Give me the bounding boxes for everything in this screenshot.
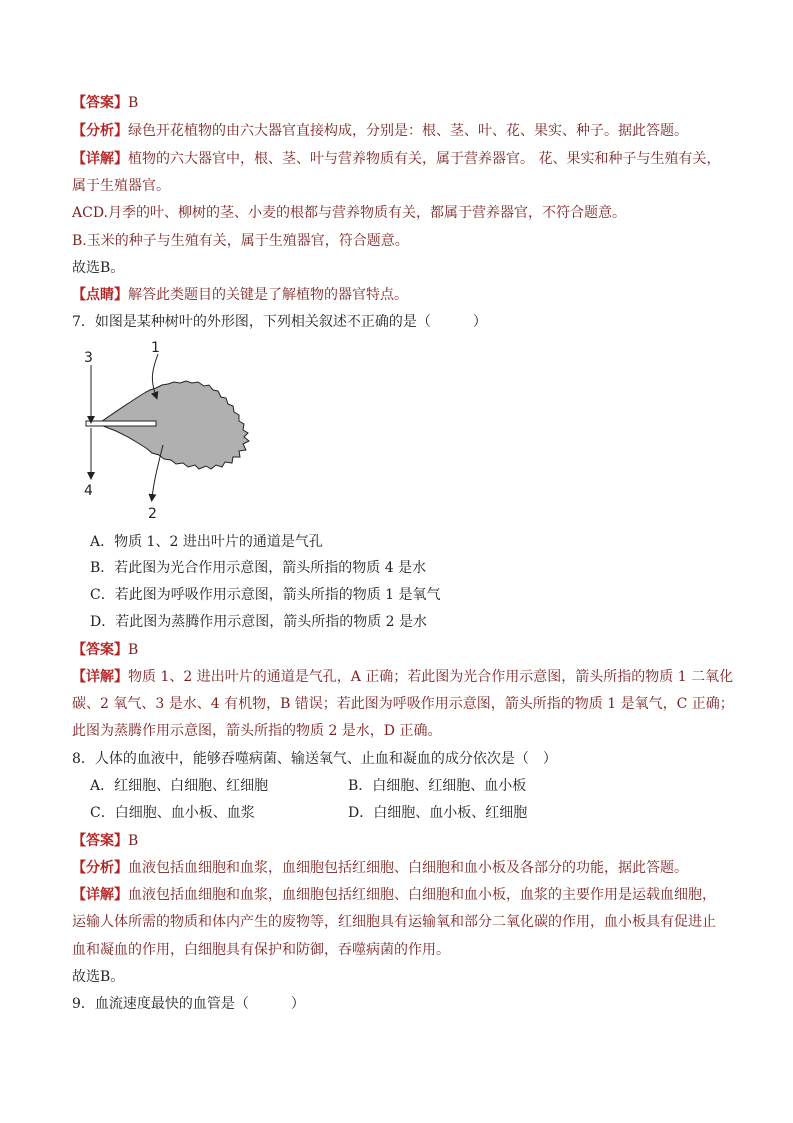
analysis-text: 绿色开花植物的由六大器官直接构成，分别是：根、茎、叶、花、果实、种子。据此答题。 (128, 123, 688, 139)
q7-option-c: C．若此图为呼吸作用示意图，箭头所指的物质 1 是氧气 (90, 587, 441, 603)
q6-detail-line-1 (72, 149, 720, 169)
detail-tag: 【详解】 (72, 151, 128, 167)
answer-tag: 【答案】 (72, 833, 128, 849)
detail-text: 血液包括血细胞和血浆，血细胞包括红细胞、白细胞和血小板，血浆的主要作用是运载血细胞， (128, 887, 716, 903)
q8-option-b: B．白细胞、红细胞、血小板 (348, 778, 527, 794)
label-3: 3 (84, 350, 93, 366)
q6-answer-line (72, 93, 138, 113)
answer-value: B (128, 642, 139, 658)
q6-detail-line-2: 属于生殖器官。 (72, 178, 170, 194)
q6-tip-line (72, 285, 408, 305)
detail-text: 物质 1、2 进出叶片的通道是气孔，A 正确；若此图为光合作用示意图，箭头所指的物质 1 二氧化 (128, 669, 734, 685)
answer-tag: 【答案】 (72, 642, 128, 658)
leaf-diagram (78, 340, 268, 525)
analysis-text: 血液包括血细胞和血浆，血细胞包括红细胞、白细胞和血小板及各部分的功能，据此答题。 (128, 860, 688, 876)
q8-option-d: D．白细胞、血小板、红细胞 (348, 805, 528, 821)
q8-option-a: A．红细胞、白细胞、红细胞 (90, 778, 269, 794)
analysis-tag: 【分析】 (72, 123, 128, 139)
detail-tag: 【详解】 (72, 887, 128, 903)
q7-question: 7．如图是某种树叶的外形图，下列相关叙述不正确的是（ ） (72, 314, 487, 330)
q7-option-a: A．物质 1、2 进出叶片的通道是气孔 (90, 534, 323, 550)
q7-detail-line-2: 碳、2 氧气、3 是水、4 有机物，B 错误；若此图为呼吸作用示意图，箭头所指的物质 1 是氧气，C 正确； (72, 696, 734, 712)
q8-detail-line-1 (72, 885, 716, 905)
q7-detail-line-1 (72, 667, 733, 687)
q8-question: 8．人体的血液中，能够吞噬病菌、输送氧气、止血和凝血的成分依次是（ ） (72, 751, 557, 767)
q7-answer-line (72, 640, 138, 660)
q8-answer-line (72, 831, 138, 851)
detail-tag: 【详解】 (72, 669, 128, 685)
q8-conclusion: 故选B。 (72, 969, 125, 985)
tip-text: 解答此类题目的关键是了解植物的器官特点。 (128, 287, 408, 303)
q8-detail-line-3: 血和凝血的作用，白细胞具有保护和防御，吞噬病菌的作用。 (72, 942, 450, 958)
label-2: 2 (148, 506, 157, 522)
q6-conclusion: 故选B。 (72, 260, 125, 276)
label-1: 1 (151, 340, 160, 356)
q8-option-c: C．白细胞、血小板、血浆 (90, 805, 255, 821)
answer-tag: 【答案】 (72, 95, 128, 111)
q6-detail-line-3: ACD.月季的叶、柳树的茎、小麦的根都与营养物质有关，都属于营养器官，不符合题意。 (72, 205, 626, 221)
label-4: 4 (84, 483, 93, 499)
analysis-tag: 【分析】 (72, 860, 128, 876)
tip-tag: 【点睛】 (72, 287, 128, 303)
q6-detail-line-4: B.玉米的种子与生殖有关，属于生殖器官，符合题意。 (72, 233, 409, 249)
leaf-petiole (86, 421, 156, 426)
q7-option-d: D．若此图为蒸腾作用示意图，箭头所指的物质 2 是水 (90, 614, 428, 630)
q9-question: 9．血流速度最快的血管是（ ） (72, 996, 305, 1012)
q7-detail-line-3: 此图为蒸腾作用示意图，箭头所指的物质 2 是水，D 正确。 (72, 723, 442, 739)
q8-analysis-line (72, 858, 688, 878)
q7-option-b: B．若此图为光合作用示意图，箭头所指的物质 4 是水 (90, 560, 427, 576)
q6-analysis-line (72, 121, 688, 141)
detail-text: 植物的六大器官中，根、茎、叶与营养物质有关，属于营养器官。 花、果实和种子与生殖有关， (128, 151, 721, 167)
q8-detail-line-2: 运输人体所需的物质和体内产生的废物等，红细胞具有运输氧和部分二氧化碳的作用，血小板具有促进止 (72, 914, 716, 930)
answer-value: B (128, 95, 139, 111)
answer-value: B (128, 833, 139, 849)
